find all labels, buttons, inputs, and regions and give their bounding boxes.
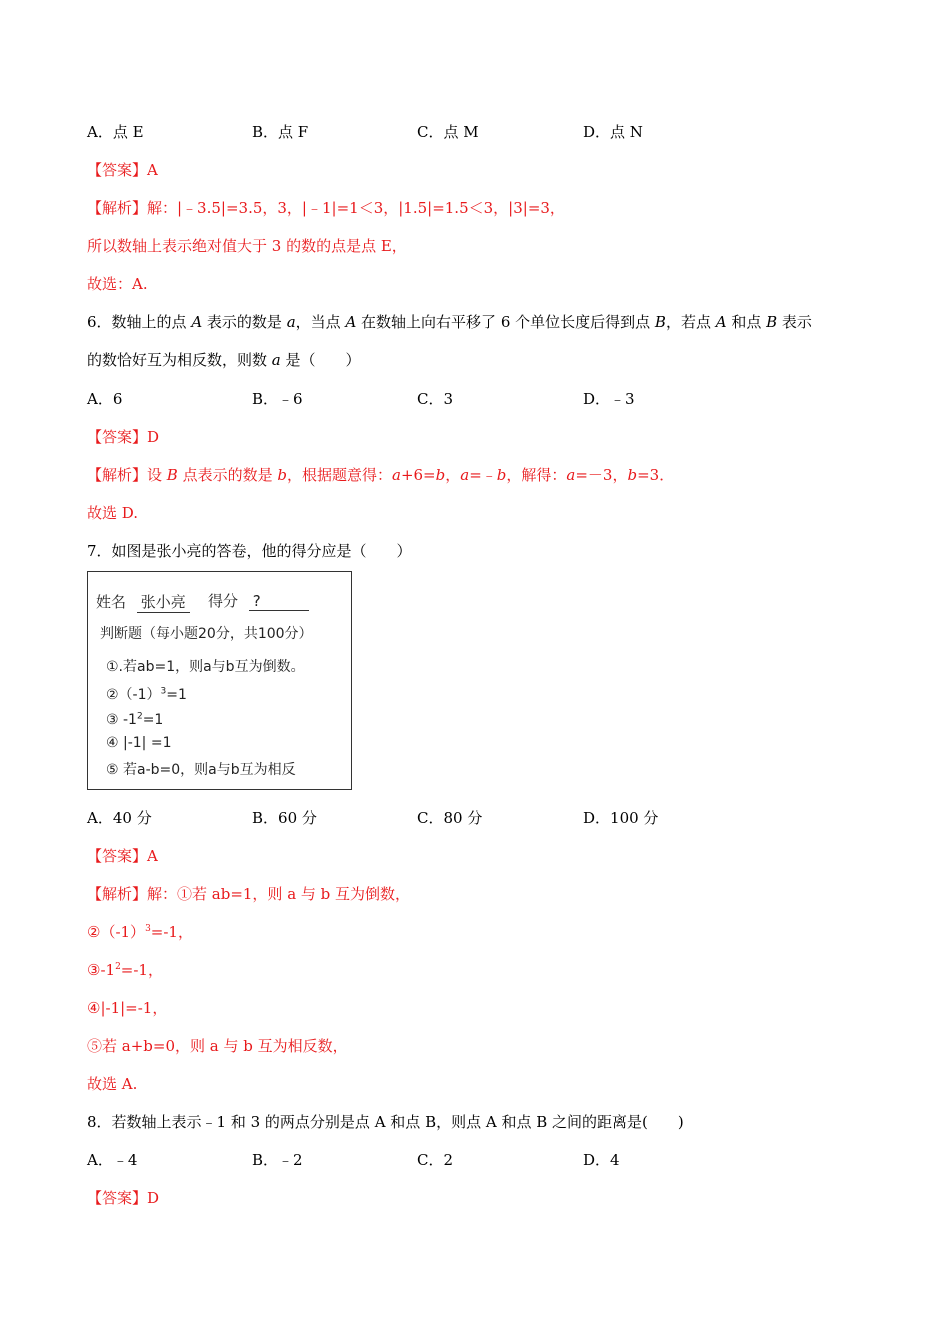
q7-option-d: D．100 分 xyxy=(583,809,659,827)
figure-score-row xyxy=(208,590,309,611)
q6-analysis: 【解析】设 B 点表示的数是 b，根据题意得：a+6=b，a=﹣b，解得：a=－3，b=3． xyxy=(87,466,675,484)
figure-name-row xyxy=(96,591,190,613)
figure-item-4: ④ |-1| =1 xyxy=(106,735,172,751)
q5-option-d: D．点 N xyxy=(583,123,643,141)
q7-conclusion: 故选 A. xyxy=(87,1075,138,1093)
q5-option-b: B．点 F xyxy=(252,123,309,141)
q5-options xyxy=(87,122,847,142)
q7-option-b: B．60 分 xyxy=(252,809,317,827)
figure-score-value: ? xyxy=(249,592,309,611)
q6-conclusion: 故选 D. xyxy=(87,504,139,522)
q5-conclusion: 故选：A. xyxy=(87,275,148,293)
figure-name-label: 姓名 xyxy=(96,593,127,611)
q6-stem-line2: 的数恰好互为相反数，则数 a 是（ ） xyxy=(87,351,361,369)
q6-stem-line1: 6．数轴上的点 A 表示的数是 a，当点 A 在数轴上向右平移了 6 个单位长度后得到点 B，若点 A 和点 B 表示 xyxy=(87,313,812,331)
figure-item-5: ⑤ 若a-b=0，则a与b互为相反 xyxy=(106,762,296,778)
q5-analysis-line1: 【解析】解：|﹣3.5|=3.5，3，|﹣1|=1＜3，|1.5|=1.5＜3，|3|=3， xyxy=(87,199,565,217)
q7-option-a: A．40 分 xyxy=(87,809,152,827)
q8-option-c: C．2 xyxy=(417,1151,454,1169)
q6-option-a: A．6 xyxy=(87,390,123,408)
q6-option-b: B．﹣6 xyxy=(252,390,303,408)
figure-name-value: 张小亮 xyxy=(137,591,190,613)
q7-analysis-line5: ⑤若 a+b=0，则 a 与 b 互为相反数， xyxy=(87,1037,348,1055)
q7-stem: 7．如图是张小亮的答卷，他的得分应是（ ） xyxy=(87,542,412,560)
q6-options xyxy=(87,389,847,409)
q8-answer: 【答案】D xyxy=(87,1189,160,1207)
q7-analysis-line4: ④|-1|=-1， xyxy=(87,999,168,1017)
q8-options xyxy=(87,1150,847,1170)
q6-answer: 【答案】D xyxy=(87,428,160,446)
q7-option-c: C．80 分 xyxy=(417,809,483,827)
q7-analysis-line3: $③-1^2=-1$， xyxy=(87,961,163,979)
q7-analysis-line1: 【解析】解：①若 ab=1，则 a 与 b 互为倒数， xyxy=(87,885,411,903)
q7-options xyxy=(87,808,847,828)
q8-option-a: A．﹣4 xyxy=(87,1151,138,1169)
figure-item-1: ①.若ab=1，则a与b互为倒数。 xyxy=(106,659,305,675)
figure-score-label: 得分 xyxy=(208,592,239,610)
q8-stem: 8．若数轴上表示﹣1 和 3 的两点分别是点 A 和点 B，则点 A 和点 B 之间的距离是( ) xyxy=(87,1113,684,1131)
q6-option-d: D．﹣3 xyxy=(583,390,635,408)
figure-item-2: $②(-1)^3=1$ xyxy=(106,686,187,703)
q8-option-d: D．4 xyxy=(583,1151,620,1169)
figure-heading: 判断题（每小题20分，共100分） xyxy=(100,626,313,642)
q6-option-c: C．3 xyxy=(417,390,454,408)
q8-option-b: B．﹣2 xyxy=(252,1151,303,1169)
q7-analysis-line2: $②(-1)^3=-1$， xyxy=(87,923,193,941)
q7-answer: 【答案】A xyxy=(87,847,158,865)
answer-sheet-figure xyxy=(87,571,352,790)
q5-analysis-line2: 所以数轴上表示绝对值大于 3 的数的点是点 E， xyxy=(87,237,407,255)
q5-option-a: A．点 E xyxy=(87,123,144,141)
q5-option-c: C．点 M xyxy=(417,123,479,141)
figure-item-3: ③ $-1^2=1$ xyxy=(106,711,164,728)
q5-answer: 【答案】A xyxy=(87,161,158,179)
